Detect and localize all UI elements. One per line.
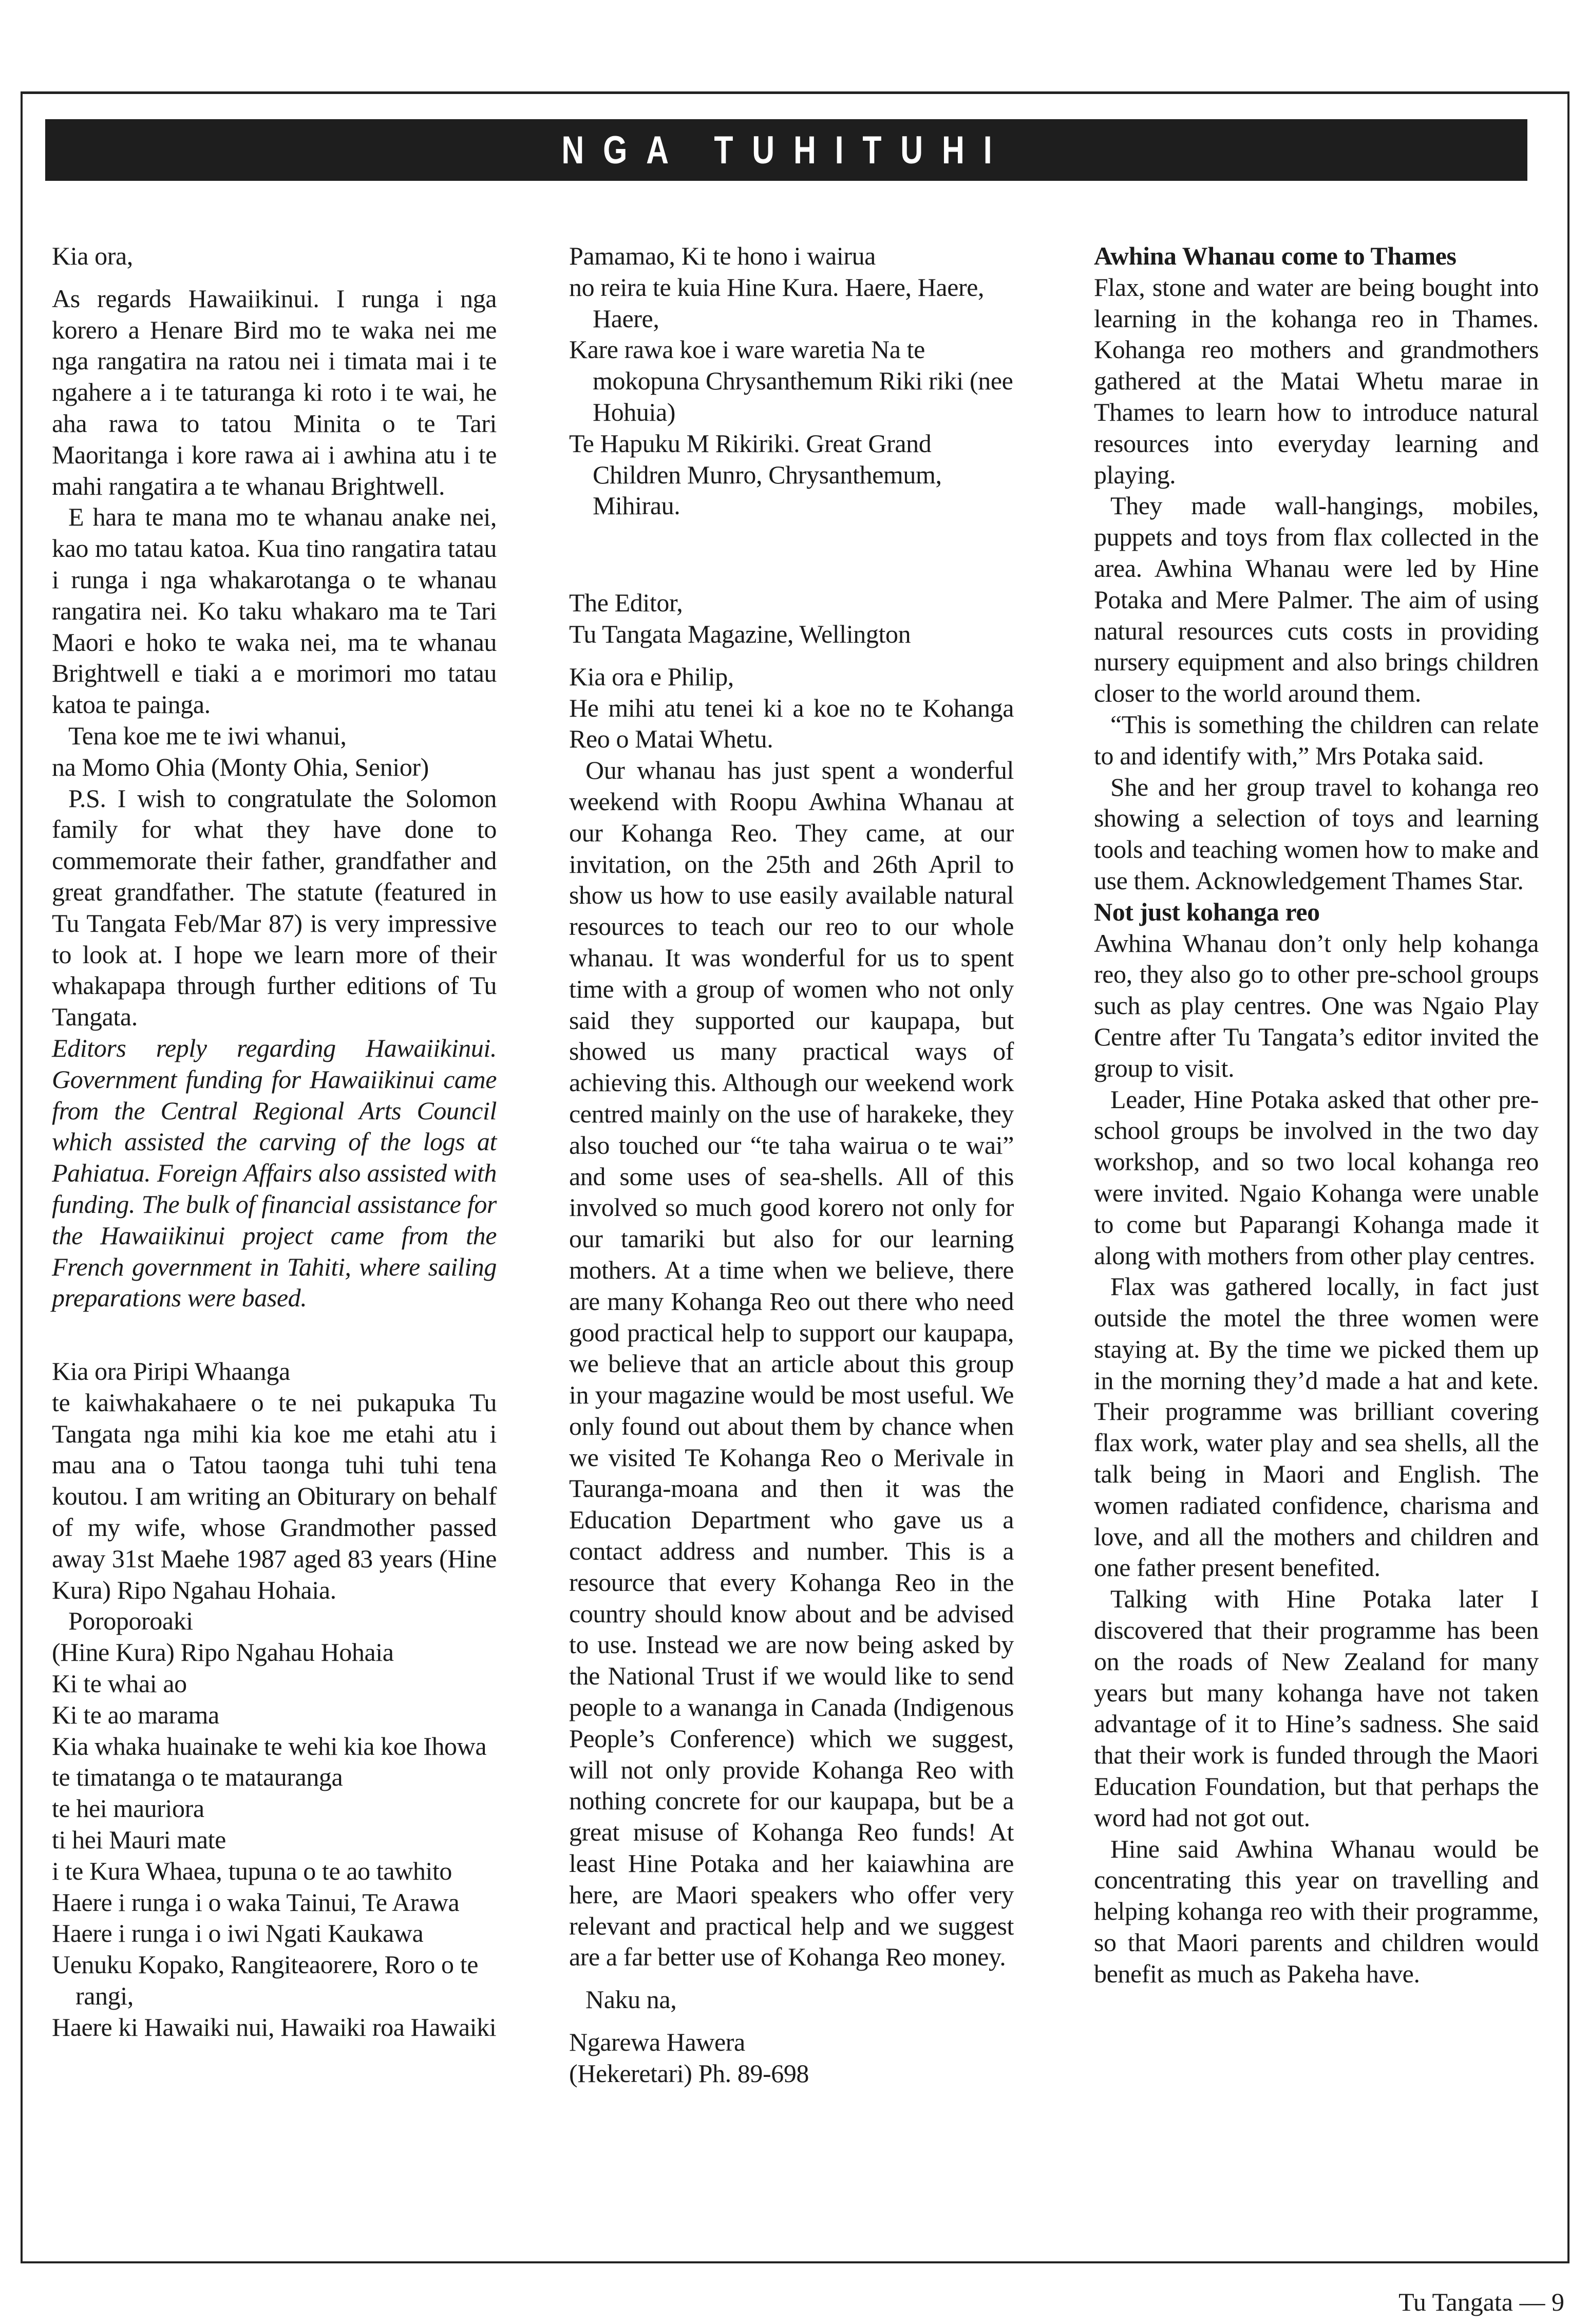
page-footer: Tu Tangata — 9 — [1398, 2288, 1564, 2316]
paragraph: Kia ora, — [52, 241, 133, 270]
paragraph: He mihi atu tenei ki a koe no te Kohanga Reo o Matai Whetu. — [569, 693, 1014, 754]
verse-line: Kia whaka huainake te wehi kia koe Ihowa — [52, 1731, 487, 1760]
verse-line: (Hine Kura) Ripo Ngahau Hohaia — [52, 1638, 394, 1667]
editor-reply: Editors reply regarding Hawaiikinui. Government funding for Hawaiikinui came from the Central Regional Arts Council which assisted the carving of the logs at Pahiatua. Foreign Affairs also assisted with funding. The bulk of financial assistance for the Hawaiikinui project came from the French government in Tahiti, where sailing preparations were based. — [52, 1033, 497, 1313]
paragraph: Flax was gathered locally, in fact just outside the motel the three women were staying at. By the time we picked them up in the morning they’d made a hat and kete. Their programme was brilliant covering flax work, water play and sea shells, all the talk being in Maori and English. The women radiated confidence, charisma and love, and all the mothers and children and one father present benefited. — [1094, 1272, 1539, 1582]
paragraph: Our whanau has just spent a wonderful weekend with Roopu Awhina Whanau at our Kohanga Reo. They came, at our invitation, on the 25th and 26th April to show us how to use easily available natural resources to teach our reo to our whole whanau. It was wonderful for us to spent time with a group of women who not only said they supported our kaupapa, but showed us many practical ways of achieving this. Although our weekend work centred mainly on the use of harakeke, they also touched our “te taha wairua o te wai” and some uses of sea-shells. All of this involved so much good korero not only for our tamariki but also for our learning mothers. At a time when we believe, there are many Kohanga Reo out there who need good practical help to support our kaupapa, we believe that an article about this group in your magazine would be most useful. We only found out about them by chance when we visited Te Kohanga Reo o Merivale in Tauranga-moana and then it was the Education Department who gave us a contact address and number. This is a resource that every Kohanga Reo in the country should know about and be advised to use. Instead we are now being asked by the National Trust if we would like to send people to a wananga in Canada (Indigenous People’s Conference) which we suggest, will not only provide Kohanga Reo with nothing concrete for our kaupapa, but be a great misuse of Kohanga Reo funds! At least Hine Potaka and her kaiawhina are here, are Maori speakers who offer very relevant and practical help and we suggest are a far better use of Kohanga Reo money. — [569, 756, 1014, 1972]
paragraph: Tu Tangata Magazine, Wellington — [569, 619, 911, 648]
paragraph: Awhina Whanau don’t only help kohanga reo, they also go to other pre-school groups such as play centres. One was Ngaio Play Centre after Tu Tangata’s editor invited the group to visit. — [1094, 928, 1539, 1082]
paragraph: She and her group travel to kohanga reo showing a selection of toys and learning tools and teaching women how to make and use them. Acknowledgement Thames Star. — [1094, 772, 1539, 895]
paragraph: Hine said Awhina Whanau would be concentrating this year on travelling and helping kohanga reo with their programme, so that Maori parents and children would benefit as much as Pakeha have. — [1094, 1834, 1539, 1988]
spacer — [569, 1973, 1014, 1984]
paragraph: The Editor, — [569, 588, 683, 617]
subheading: Not just kohanga reo — [1094, 897, 1320, 926]
spacer — [569, 521, 1014, 587]
verse-line: i te Kura Whaea, tupuna o te ao tawhito — [52, 1856, 452, 1885]
paragraph: Ngarewa Hawera — [569, 2028, 745, 2057]
paragraph: As regards Hawaiikinui. I runga i nga korero a Henare Bird mo te waka nei me nga rangatira na ratou nei i timata mai i te ngahere a i te taturanga ki roto i te wai, he aha rawa to tatou Minita o te Tari Maoritanga i kore rawa ai i awhina atu i te mahi rangatira a te whanau Brightwell. — [52, 284, 497, 500]
subheading: Awhina Whanau come to Thames — [1094, 241, 1456, 270]
paragraph: Kia ora e Philip, — [569, 662, 734, 691]
paragraph: Tena koe me te iwi whanui, — [68, 721, 347, 750]
paragraph: Flax, stone and water are being bought into learning in the kohanga reo in Thames. Kohanga reo mothers and grandmothers gathered at the Matai Whetu marae in Thames to learn how to introduce natural resources into everyday learning and playing. — [1094, 272, 1539, 489]
paragraph: te kaiwhakahaere o te nei pukapuka Tu Tangata nga mihi kia koe me etahi atu i mau ana o Tatou taonga tuhi tuhi tena koutou. I am writing an Obiturary on behalf of my wife, whose Grandmother passed away 31st Maehe 1987 aged 83 years (Hine Kura) Ripo Ngahau Hohaia. — [52, 1388, 497, 1604]
verse-line: Pamamao, Ki te hono i wairua — [569, 241, 876, 270]
verse-line: te hei mauriora — [52, 1794, 204, 1823]
paragraph: Kia ora Piripi Whaanga — [52, 1357, 290, 1386]
paragraph: Naku na, — [585, 1985, 677, 2014]
column-letters-2 — [569, 240, 1014, 2089]
section-title: NGA TUHITUHI — [561, 128, 1011, 172]
verse-line: Ki te whai ao — [52, 1669, 187, 1698]
verse-line: te timatanga o te matauranga — [52, 1763, 343, 1792]
spacer — [569, 2015, 1014, 2027]
paragraph: E hara te mana mo te whanau anake nei, kao mo tatau katoa. Kua tino rangatira tatau i runga i nga whakarotanga o te whanau rangatira nei. Ko taku whakaro ma te Tari Maori e hoko te waka nei, ma te whanau Brightwell e tiaki a e morimori mo tatau katoa te painga. — [52, 502, 497, 719]
verse-line: Haere ki Hawaiki nui, Hawaiki roa Hawaiki — [52, 2012, 497, 2041]
column-awhina-whanau — [1094, 240, 1539, 1990]
verse-line: Haere i runga i o iwi Ngati Kaukawa — [52, 1919, 424, 1948]
spacer — [569, 650, 1014, 661]
verse-line: ti hei Mauri mate — [52, 1825, 226, 1854]
spacer — [52, 272, 497, 283]
paragraph: na Momo Ohia (Monty Ohia, Senior) — [52, 752, 429, 781]
verse-line: Uenuku Kopako, Rangiteaorere, Roro o te rangi, — [52, 1950, 478, 2011]
paragraph: Talking with Hine Potaka later I discovered that their programme has been on the roads of New Zealand for many years but many kohanga have not taken advantage of it to Hine’s sadness. She said that their work is funded through the Maori Education Foundation, but that perhaps the word had not got out. — [1094, 1584, 1539, 1832]
paragraph: (Hekeretari) Ph. 89-698 — [569, 2058, 809, 2088]
verse-line: Ki te ao marama — [52, 1700, 219, 1729]
paragraph: Poroporoaki — [68, 1606, 193, 1636]
paragraph: They made wall-hangings, mobiles, puppets and toys from flax collected in the area. Awhina Whanau were led by Hine Potaka and Mere Palmer. The aim of using natural resources cuts costs in providing nursery equipment and also brings children closer to the world around them. — [1094, 491, 1539, 708]
section-banner — [45, 119, 1527, 181]
verse-line: no reira te kuia Hine Kura. Haere, Haere, Haere, — [569, 272, 985, 333]
spacer — [52, 1314, 497, 1356]
column-letters-1 — [52, 240, 497, 2043]
paragraph: “This is something the children can relate to and identify with,” Mrs Potaka said. — [1094, 709, 1539, 770]
verse-line: Haere i runga i o waka Tainui, Te Arawa — [52, 1887, 460, 1917]
verse-line: Kare rawa koe i ware waretia Na te mokopuna Chrysanthemum Riki riki (nee Hohuia) — [569, 335, 1013, 426]
paragraph: P.S. I wish to congratulate the Solomon family for what they have done to commemorate their father, grandfather and great grandfather. The statute (featured in Tu Tangata Feb/Mar 87) is very impressive to look at. I hope we learn more of their whakapapa through further editions of Tu Tangata. — [52, 783, 497, 1032]
paragraph: Leader, Hine Potaka asked that other pre-school groups be involved in the two day workshop, and so two local kohanga reo were invited. Ngaio Kohanga were unable to come but Paparangi Kohanga made it along with mothers from other play centres. — [1094, 1084, 1539, 1270]
verse-line: Te Hapuku M Rikiriki. Great Grand Children Munro, Chrysanthemum, Mihirau. — [569, 428, 942, 520]
